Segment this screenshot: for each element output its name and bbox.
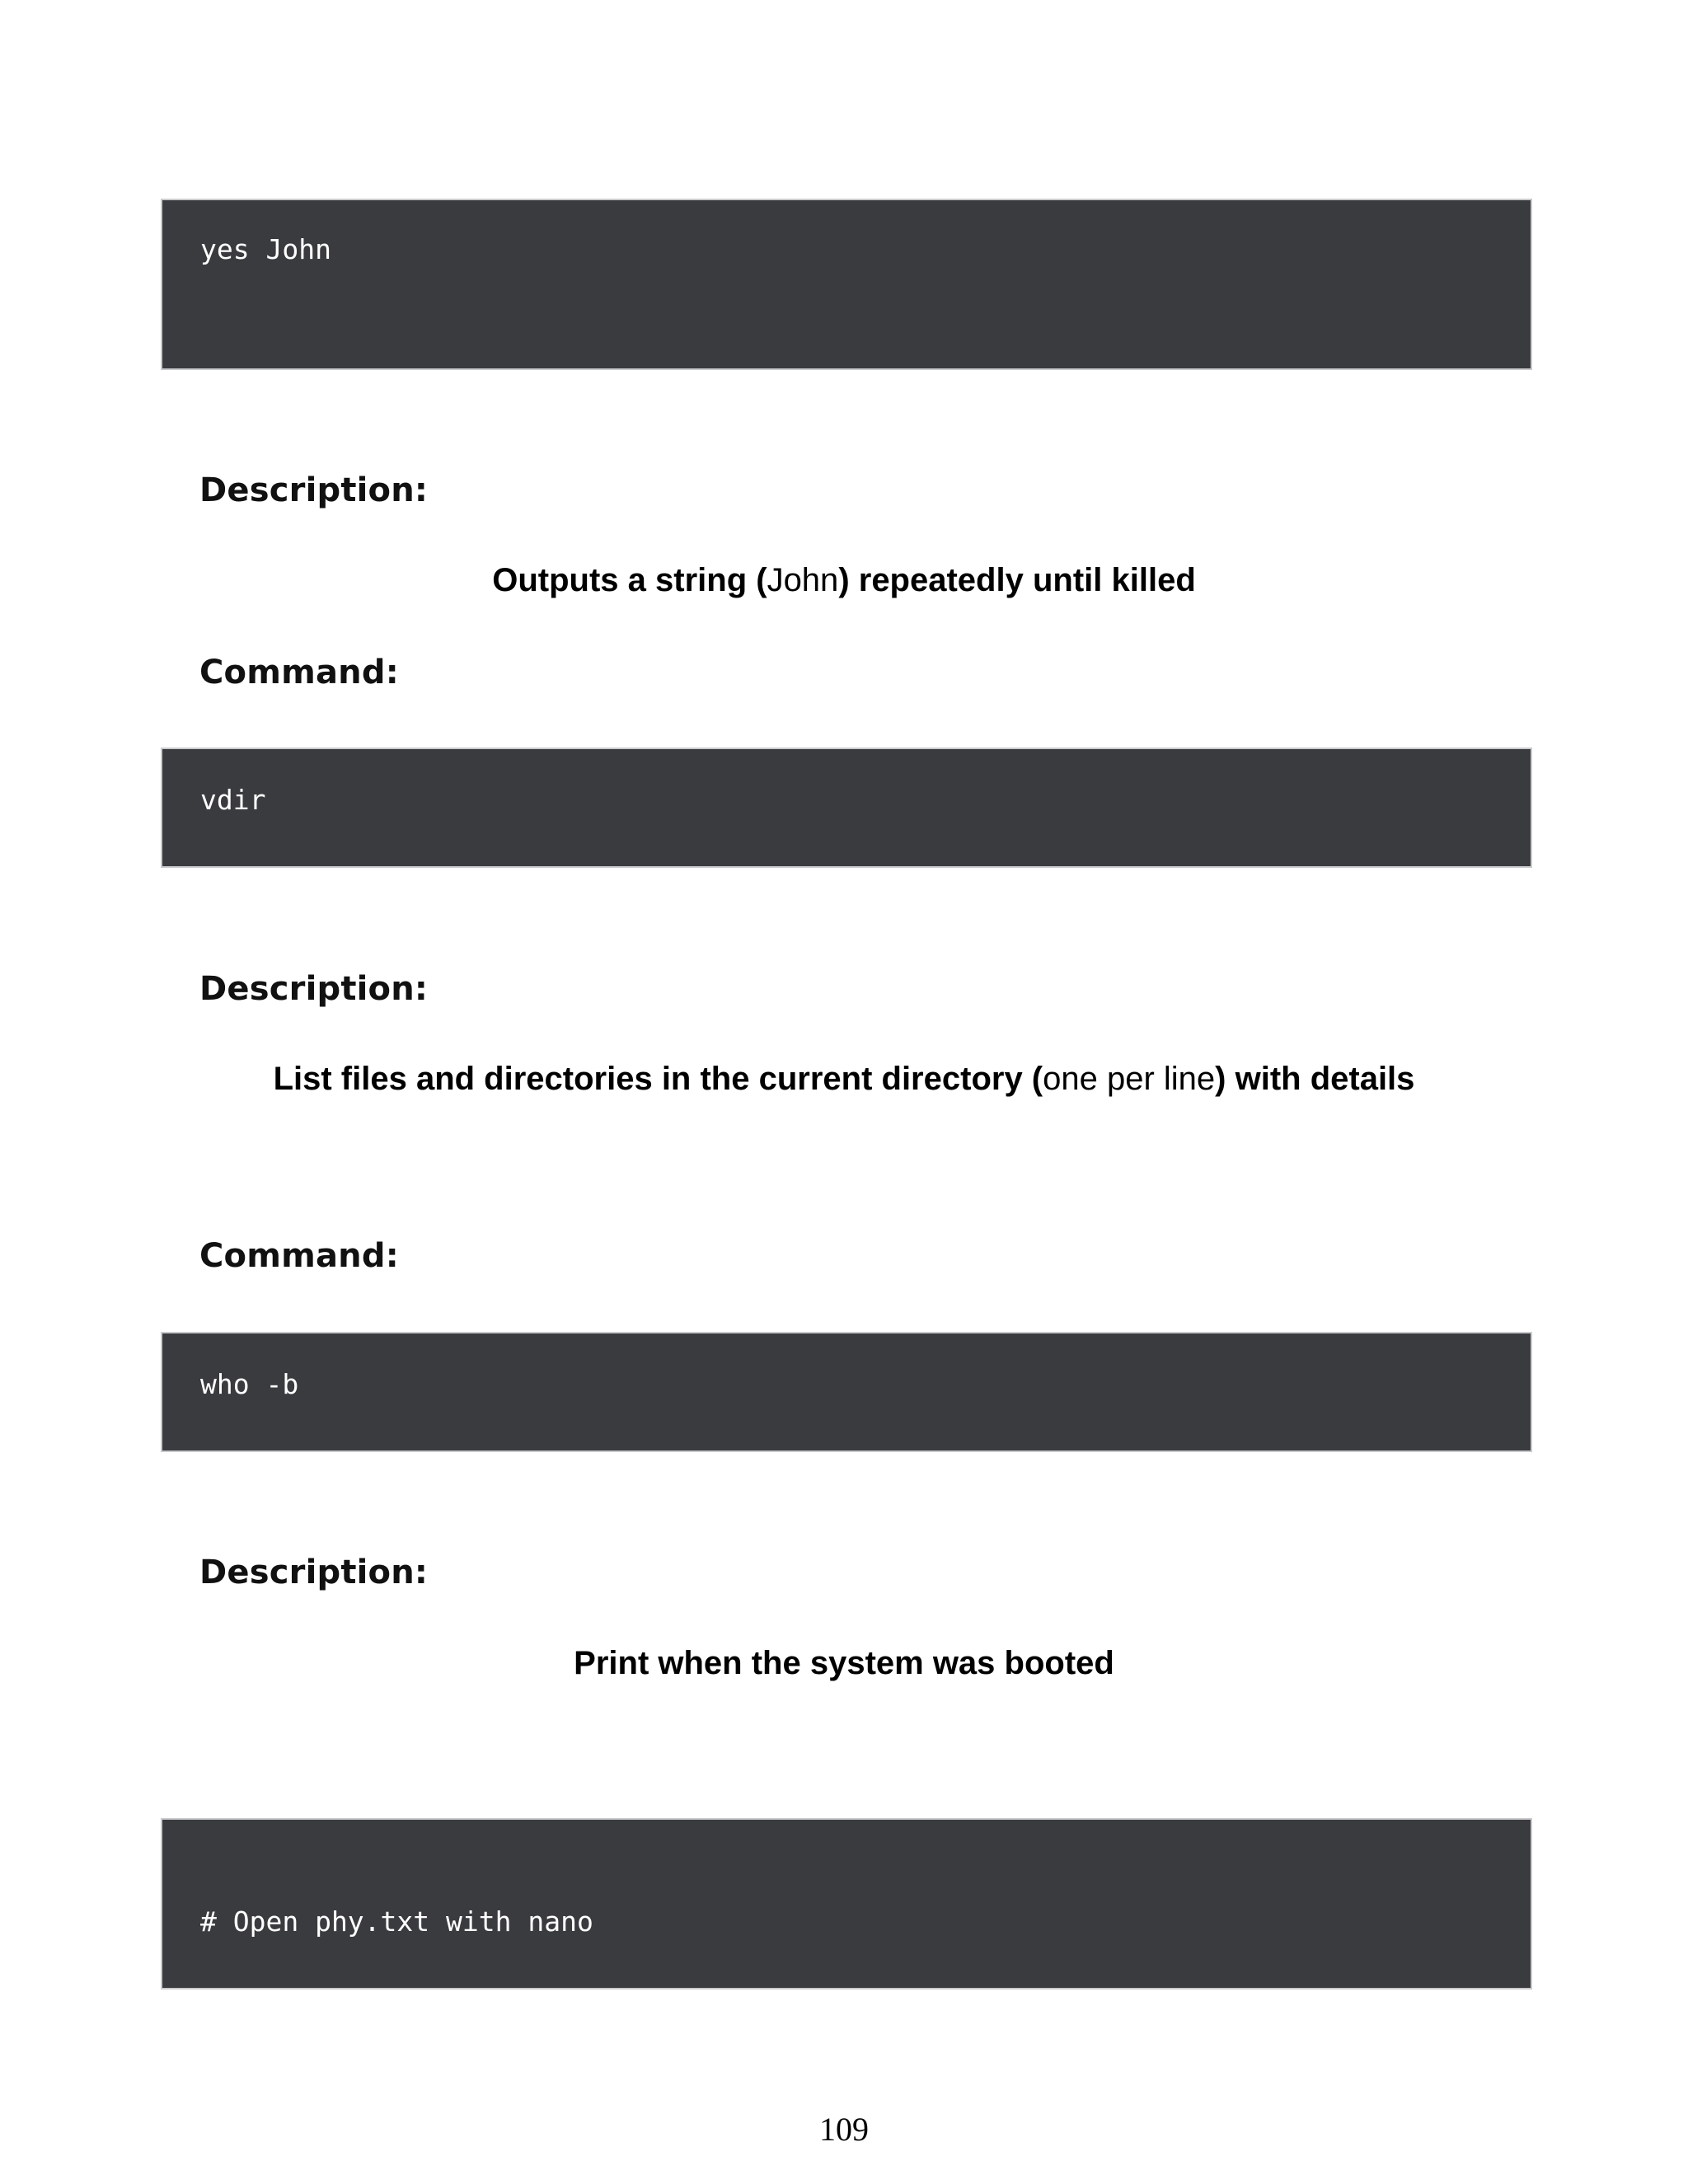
command-label: Command: [199,654,399,691]
code-text: # Open phy.txt with nano [200,1905,593,1938]
description-text-plain: one per line [1043,1061,1216,1097]
description-label: Description: [199,471,429,509]
description-text-part: ) with details [1215,1061,1415,1097]
command-label: Command: [199,1237,399,1275]
description-text-part: List files and directories in the current directory ( [273,1061,1043,1097]
description-text-plain: John [767,562,839,598]
description-label: Description: [199,970,429,1008]
code-text: who -b [200,1368,299,1400]
description-text-part: Outputs a string ( [492,562,767,598]
page-number: 109 [819,2111,869,2148]
code-text: vdir [200,784,266,816]
code-text: yes John [200,233,331,265]
description-text [0,562,1688,599]
code-block-nano [161,1818,1532,1990]
code-block-who [161,1332,1532,1452]
description-text [0,1061,1688,1098]
description-text-part: ) repeatedly until killed [838,562,1196,598]
code-block-vdir [161,748,1532,868]
description-label: Description: [199,1554,429,1591]
description-text: Print when the system was booted [574,1645,1114,1681]
code-block-yes [161,199,1532,370]
